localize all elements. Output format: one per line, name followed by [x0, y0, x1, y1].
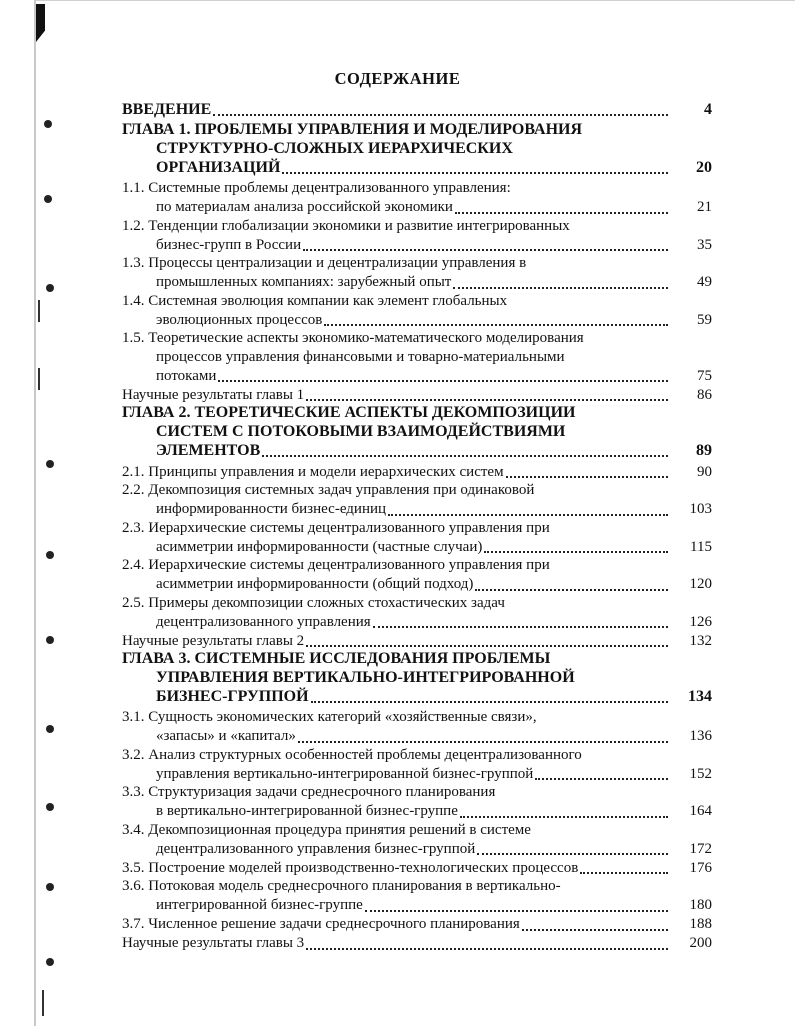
toc-entry	[122, 481, 712, 519]
toc-page-number: 89	[696, 441, 712, 459]
toc-page-number: 176	[689, 859, 712, 876]
toc-entry	[122, 594, 712, 632]
toc-entry	[122, 783, 712, 821]
toc-page-number: 164	[689, 803, 712, 819]
toc-chapter-entry	[122, 100, 712, 119]
toc-entry-line	[122, 934, 712, 953]
toc-entry	[122, 217, 712, 255]
toc-entry-text: промышленных компаниях: зарубежный опыт	[156, 274, 452, 290]
toc-entry-text: 3.6. Потоковая модель среднесрочного планирования в вертикально-	[122, 878, 561, 894]
toc-page-number: 134	[688, 687, 712, 705]
toc-entry-line	[122, 708, 712, 727]
toc-entry-line	[122, 727, 712, 746]
toc-entry-line	[122, 100, 712, 119]
toc-entry	[122, 821, 712, 859]
toc-page-number: 90	[697, 463, 712, 480]
toc-entry-line	[122, 366, 712, 385]
dot-leader	[477, 839, 668, 855]
toc-entry-text: процессов управления финансовыми и товарно-материальными	[156, 348, 565, 365]
dot-leader	[522, 915, 668, 931]
toc-page-number: 35	[697, 236, 712, 253]
toc-entry-text: в вертикально-интегрированной бизнес-группе	[156, 803, 458, 819]
dot-leader	[475, 575, 668, 591]
toc-entry-line	[122, 915, 712, 934]
corner-mark	[36, 4, 45, 42]
toc-entry-text: ВВЕДЕНИЕ	[122, 100, 212, 118]
toc-entry-line	[122, 858, 712, 877]
toc-entry-line	[122, 783, 712, 802]
toc-entry-line	[122, 537, 712, 556]
toc-page-number: 200	[689, 935, 712, 951]
binding-hole	[46, 725, 54, 733]
toc-entry-text: бизнес-групп в России	[156, 236, 302, 253]
toc-entry-line	[122, 650, 712, 669]
toc-entry-line	[122, 462, 712, 481]
toc-entry-line	[122, 329, 712, 348]
toc-page-number: 120	[689, 576, 712, 592]
toc-entry-text: «запасы» и «капитал»	[156, 728, 296, 744]
toc-entry-text: ГЛАВА 1. ПРОБЛЕМЫ УПРАВЛЕНИЯ И МОДЕЛИРОВАНИЯ	[122, 121, 583, 138]
toc-entry-text: 1.2. Тенденции глобализации экономики и развитие интегрированных	[122, 217, 570, 234]
toc-page-number: 180	[689, 897, 712, 913]
toc-entry-line	[122, 292, 712, 311]
dot-leader	[303, 235, 668, 251]
toc-entry-text: 2.3. Иерархические системы децентрализованного управления при	[122, 519, 550, 536]
binding-hole	[46, 460, 54, 468]
toc-entry-line	[122, 310, 712, 329]
toc-page-number: 115	[690, 538, 712, 555]
toc-entry-line	[122, 158, 712, 177]
toc-entry-line	[122, 669, 712, 688]
dot-leader	[306, 934, 668, 950]
toc-page-number: 49	[697, 274, 712, 290]
toc-entry	[122, 746, 712, 784]
toc-chapter-entry	[122, 121, 712, 177]
dot-leader	[373, 612, 668, 628]
toc-entry-text: 2.5. Примеры декомпозиции сложных стохастических задач	[122, 594, 505, 611]
toc-entry-text: ГЛАВА 3. СИСТЕМНЫЕ ИССЛЕДОВАНИЯ ПРОБЛЕМЫ	[122, 650, 551, 667]
toc-entry-line	[122, 121, 712, 140]
toc-page-number: 172	[689, 840, 712, 857]
toc-entry-text: ЭЛЕМЕНТОВ	[156, 441, 261, 459]
toc-entry-line	[122, 839, 712, 858]
toc-entry-line	[122, 254, 712, 273]
toc-entry	[122, 519, 712, 557]
dot-leader	[311, 687, 668, 703]
toc-entry	[122, 631, 712, 650]
toc-entry-text: интегрированной бизнес-группе	[156, 897, 363, 913]
toc-entry-text: 3.7. Численное решение задачи среднесрочного планирования	[122, 916, 520, 932]
toc-page-number: 103	[689, 501, 712, 517]
toc-entry-line	[122, 500, 712, 519]
toc-page-number: 152	[689, 765, 712, 782]
toc-entry-line	[122, 179, 712, 198]
toc-entry-line	[122, 877, 712, 896]
toc-entry-line	[122, 217, 712, 236]
toc-entry-text: Научные результаты главы 3	[122, 935, 305, 951]
dot-leader	[455, 198, 668, 214]
toc-entry	[122, 179, 712, 217]
toc-entry-line	[122, 140, 712, 159]
dot-leader	[262, 441, 668, 457]
toc-entry-line	[122, 556, 712, 575]
toc-entry	[122, 462, 712, 481]
dot-leader	[282, 158, 668, 174]
binding-hole	[46, 284, 54, 292]
toc-entry-line	[122, 687, 712, 706]
toc-entry-text: 1.5. Теоретические аспекты экономико-математического моделирования	[122, 330, 584, 346]
toc-entry-text: ГЛАВА 2. ТЕОРЕТИЧЕСКИЕ АСПЕКТЫ ДЕКОМПОЗИЦИИ	[122, 404, 576, 421]
binding-hole	[46, 636, 54, 644]
dot-leader	[324, 310, 668, 326]
binding-hole	[46, 883, 54, 891]
dot-leader	[218, 366, 668, 382]
dot-leader	[580, 858, 668, 874]
toc-entry-line	[122, 821, 712, 840]
toc-entry-line	[122, 198, 712, 217]
toc-entry-line	[122, 575, 712, 594]
toc-entry-text: асимметрии информированности (частные случаи)	[156, 538, 483, 555]
toc-entry	[122, 934, 712, 953]
dot-leader	[460, 802, 668, 818]
toc-entry-text: 3.1. Сущность экономических категорий «хозяйственные связи»,	[122, 709, 537, 725]
toc-entry-line	[122, 612, 712, 631]
toc-entry-text: 1.4. Системная эволюция компании как элемент глобальных	[122, 292, 508, 309]
dot-leader	[453, 273, 668, 289]
toc-entry-text: асимметрии информированности (общий подход)	[156, 576, 474, 592]
toc-entry-text: децентрализованного управления	[156, 613, 371, 630]
toc-entry-line	[122, 441, 712, 460]
toc-entry-line	[122, 631, 712, 650]
toc-page-number: 75	[697, 367, 712, 384]
toc-entry-text: децентрализованного управления бизнес-группой	[156, 840, 476, 857]
binding-hole	[44, 195, 52, 203]
toc-entry	[122, 385, 712, 404]
toc-entry-line	[122, 235, 712, 254]
toc-entry-text: БИЗНЕС-ГРУППОЙ	[156, 687, 309, 705]
binding-hole	[44, 120, 52, 128]
toc-entry-text: 2.2. Декомпозиция системных задач управления при одинаковой	[122, 482, 535, 498]
binding-hole	[46, 551, 54, 559]
toc-page-number: 21	[697, 199, 712, 215]
toc-entry-text: 3.5. Построение моделей производственно-технологических процессов	[122, 859, 579, 876]
toc-entry-text: СИСТЕМ С ПОТОКОВЫМИ ВЗАИМОДЕЙСТВИЯМИ	[156, 422, 566, 440]
toc-entry-line	[122, 519, 712, 538]
toc-page-number: 86	[697, 386, 712, 403]
dot-leader	[298, 727, 668, 743]
scan-mark	[38, 300, 40, 322]
toc-entry-line	[122, 764, 712, 783]
toc-entry-text: 3.3. Структуризация задачи среднесрочного планирования	[122, 784, 496, 800]
toc-entry	[122, 292, 712, 330]
toc-entry-text: управления вертикально-интегрированной бизнес-группой	[156, 765, 534, 782]
toc-entry-line	[122, 385, 712, 404]
toc-page-number: 126	[689, 613, 712, 630]
toc-entry-text: 3.2. Анализ структурных особенностей проблемы децентрализованного	[122, 746, 582, 763]
toc-entry	[122, 254, 712, 292]
toc-chapter-entry	[122, 404, 712, 460]
toc-entry	[122, 858, 712, 877]
toc-entry-line	[122, 746, 712, 765]
toc-entry	[122, 708, 712, 746]
toc-page-number: 20	[696, 158, 712, 176]
toc-page-number: 4	[704, 100, 712, 118]
toc-title: СОДЕРЖАНИЕ	[334, 69, 461, 88]
toc-entry-text: 1.3. Процессы централизации и децентрализации управления в	[122, 255, 527, 271]
toc-entry-text: 1.1. Системные проблемы децентрализованного управления:	[122, 180, 511, 196]
toc-entry-text: 2.1. Принципы управления и модели иерархических систем	[122, 463, 504, 480]
scan-mark	[38, 368, 40, 390]
table-of-contents	[122, 100, 712, 953]
dot-leader	[213, 100, 668, 116]
toc-entry-text: 3.4. Декомпозиционная процедура принятия решений в системе	[122, 821, 531, 838]
toc-entry-text: эволюционных процессов	[156, 311, 323, 328]
dot-leader	[535, 764, 668, 780]
toc-entry-line	[122, 802, 712, 821]
toc-chapter-entry	[122, 650, 712, 706]
toc-entry-line	[122, 481, 712, 500]
toc-entry-text: информированности бизнес-единиц	[156, 501, 387, 517]
dot-leader	[484, 537, 668, 553]
scan-edge-left	[34, 0, 36, 1026]
toc-page-number: 59	[697, 311, 712, 328]
toc-entry-text: УПРАВЛЕНИЯ ВЕРТИКАЛЬНО-ИНТЕГРИРОВАННОЙ	[156, 668, 575, 686]
toc-entry-line	[122, 423, 712, 442]
binding-hole	[46, 803, 54, 811]
dot-leader	[365, 896, 668, 912]
toc-page-number: 132	[689, 632, 712, 649]
scan-edge-top	[34, 0, 795, 1]
toc-entry-text: по материалам анализа российской экономики	[156, 199, 453, 215]
toc-entry-text: Научные результаты главы 2	[122, 632, 305, 649]
toc-entry	[122, 556, 712, 594]
dot-leader	[306, 631, 668, 647]
binding-hole	[46, 958, 54, 966]
toc-entry-text: ОРГАНИЗАЦИЙ	[156, 158, 281, 176]
dot-leader	[506, 462, 668, 478]
toc-entry-line	[122, 404, 712, 423]
toc-entry	[122, 329, 712, 385]
toc-page-number: 188	[689, 916, 712, 932]
toc-entry-text: 2.4. Иерархические системы децентрализованного управления при	[122, 557, 550, 573]
toc-entry	[122, 915, 712, 934]
toc-entry-line	[122, 896, 712, 915]
toc-entry-text: СТРУКТУРНО-СЛОЖНЫХ ИЕРАРХИЧЕСКИХ	[156, 139, 513, 157]
toc-entry-line	[122, 348, 712, 367]
toc-entry	[122, 877, 712, 915]
toc-page-number: 136	[689, 728, 712, 744]
toc-entry-text: Научные результаты главы 1	[122, 386, 305, 403]
toc-entry-line	[122, 594, 712, 613]
toc-entry-line	[122, 273, 712, 292]
dot-leader	[388, 500, 668, 516]
toc-entry-text: потоками	[156, 367, 217, 384]
dot-leader	[306, 385, 668, 401]
scan-mark	[42, 990, 44, 1016]
